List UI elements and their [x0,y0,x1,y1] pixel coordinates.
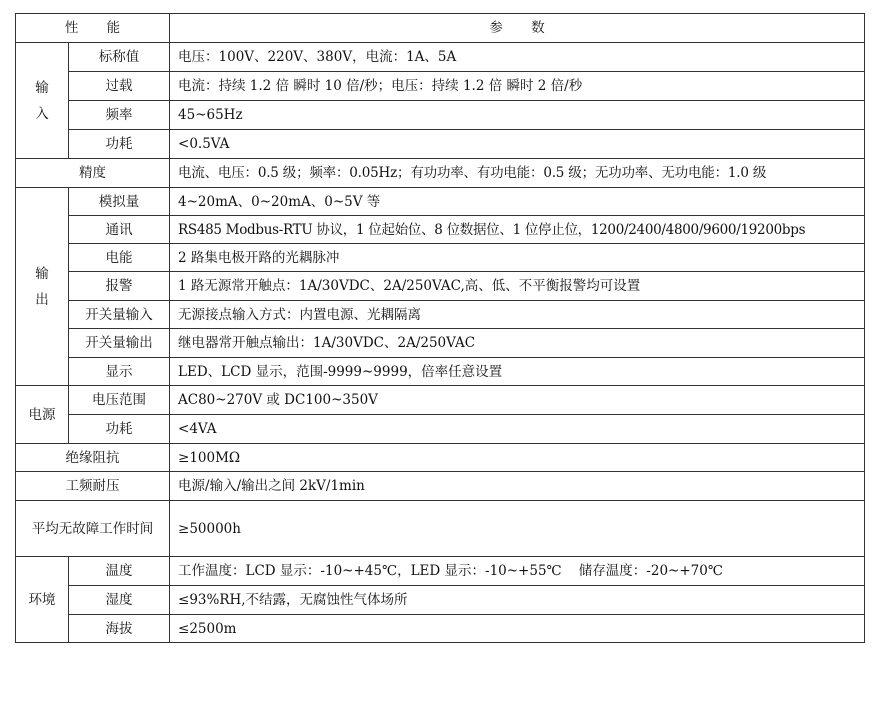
table-row [16,301,865,329]
row-value: ≤2500m [170,615,865,643]
row-value: ≥100MΩ [170,444,865,472]
group-input: 输入 [16,43,69,159]
row-value: 1 路无源常开触点：1A/30VDC、2A/250VAC,高、低、不平衡报警均可设置 [170,272,865,301]
header-performance: 性 能 [16,14,170,43]
row-value: 2 路集电极开路的光耦脉冲 [170,244,865,272]
row-value: 电源/输入/输出之间 2kV/1min [170,472,865,501]
row-value: <4VA [170,415,865,444]
table-row [16,472,865,501]
table-row [16,72,865,101]
table-row [16,244,865,272]
row-label: 工频耐压 [16,472,170,501]
row-label: 过载 [69,72,170,101]
table-row [16,272,865,301]
row-value: RS485 Modbus-RTU 协议，1 位起始位、8 位数据位、1 位停止位，1200/2400/4800/9600/19200bps [170,216,865,244]
row-label: 开关量输入 [69,301,170,329]
table-row [16,101,865,130]
table-row [16,130,865,159]
row-label: 功耗 [69,130,170,159]
row-label: 平均无故障工作时间 [16,501,170,557]
row-label: 温度 [69,557,170,586]
table-row [16,358,865,386]
row-label: 精度 [16,159,170,188]
row-label: 通讯 [69,216,170,244]
row-value: 电流、电压：0.5 级；频率：0.05Hz；有功功率、有功电能：0.5 级；无功功率、无功电能：1.0 级 [170,159,865,188]
spec-table [15,13,865,643]
table-row [16,216,865,244]
row-value: 电压：100V、220V、380V，电流：1A、5A [170,43,865,72]
row-value: ≥50000h [170,501,865,557]
table-row [16,415,865,444]
row-value: <0.5VA [170,130,865,159]
row-value: 工作温度：LCD 显示：-10~+45℃，LED 显示：-10~+55℃ 储存温度：-20~+70℃ [170,557,865,586]
group-output: 输出 [16,188,69,386]
table-row [16,444,865,472]
row-value: 无源接点输入方式：内置电源、光耦隔离 [170,301,865,329]
row-value: LED、LCD 显示，范围-9999~9999，倍率任意设置 [170,358,865,386]
row-label: 电能 [69,244,170,272]
header-parameters: 参 数 [170,14,865,43]
table-row [16,586,865,615]
group-power: 电源 [16,386,69,444]
header-row [16,14,865,43]
table-row [16,188,865,216]
row-label: 模拟量 [69,188,170,216]
row-value: 电流：持续 1.2 倍 瞬时 10 倍/秒；电压：持续 1.2 倍 瞬时 2 倍/秒 [170,72,865,101]
row-value: 4~20mA、0~20mA、0~5V 等 [170,188,865,216]
table-row [16,557,865,586]
table-row [16,159,865,188]
table-row [16,501,865,557]
table-row [16,386,865,415]
row-label: 绝缘阻抗 [16,444,170,472]
row-label: 开关量输出 [69,329,170,358]
row-label: 功耗 [69,415,170,444]
row-label: 频率 [69,101,170,130]
row-label: 海拔 [69,615,170,643]
row-label: 标称值 [69,43,170,72]
table-row [16,329,865,358]
row-value: AC80~270V 或 DC100~350V [170,386,865,415]
table-row [16,615,865,643]
row-label: 显示 [69,358,170,386]
row-value: 45~65Hz [170,101,865,130]
row-label: 电压范围 [69,386,170,415]
row-label: 报警 [69,272,170,301]
row-label: 湿度 [69,586,170,615]
table-row [16,43,865,72]
row-value: 继电器常开触点输出：1A/30VDC、2A/250VAC [170,329,865,358]
group-environment: 环境 [16,557,69,643]
row-value: ≤93%RH,不结露，无腐蚀性气体场所 [170,586,865,615]
